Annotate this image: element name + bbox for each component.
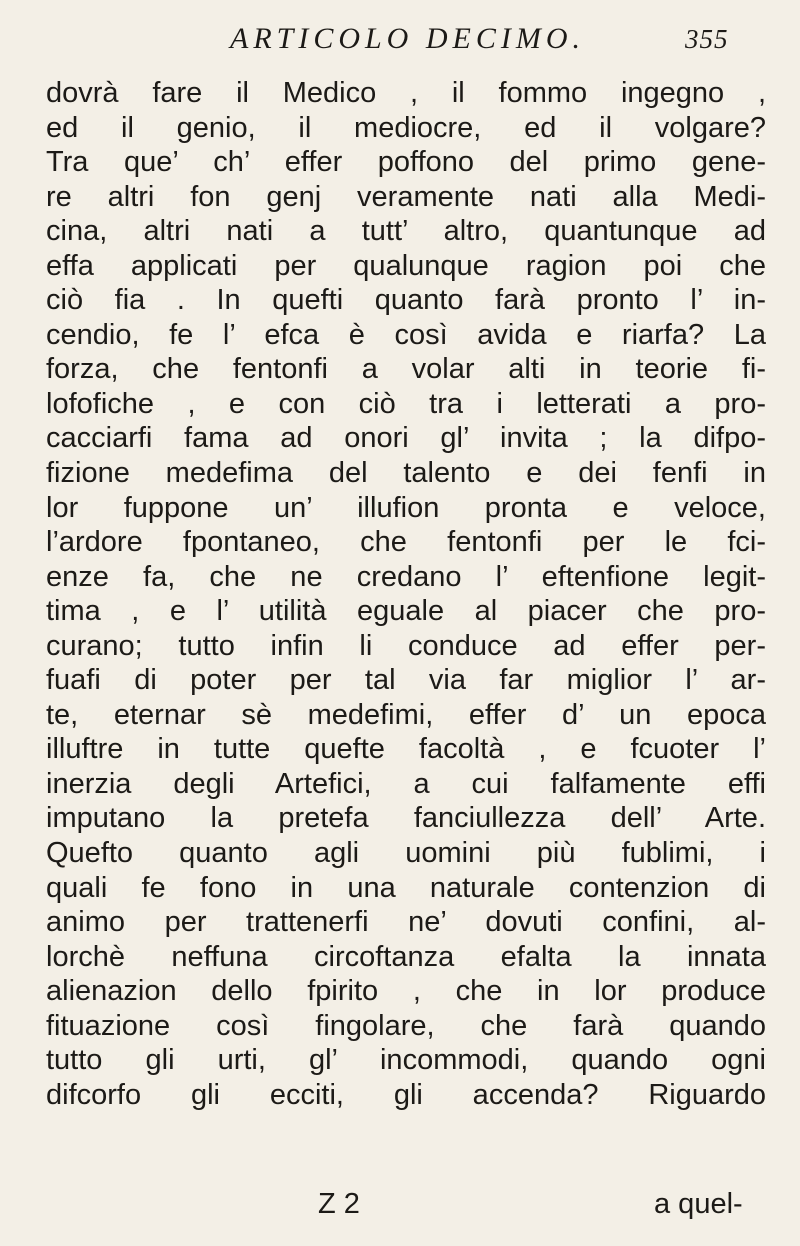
text-line: re altri fon genj veramente nati alla Medi- xyxy=(46,180,766,213)
text-line: tutto gli urti, gl’ incommodi, quando ogni xyxy=(46,1044,766,1077)
text-line: fuafi di poter per tal via far miglior l’ ar- xyxy=(46,664,766,697)
text-line: quali fe fono in una naturale contenzion di xyxy=(46,871,766,904)
text-line: ed il genio, il mediocre, ed il volgare? xyxy=(46,111,766,144)
body-text xyxy=(46,76,766,1112)
page-number: 355 xyxy=(685,24,729,54)
signature-mark: Z 2 xyxy=(318,1188,360,1220)
text-line: lor fuppone un’ illufion pronta e veloce, xyxy=(46,491,766,524)
running-title: ARTICOLO DECIMO. xyxy=(230,22,585,55)
text-line: Quefto quanto agli uomini più fublimi, i xyxy=(46,837,766,870)
text-line: cendio, fe l’ efca è così avida e riarfa? La xyxy=(46,318,766,351)
text-line: Tra que’ ch’ effer poffono del primo gene- xyxy=(46,146,766,179)
text-line: tima , e l’ utilità eguale al piacer che pro- xyxy=(46,595,766,628)
text-line: fizione medefima del talento e dei fenfi in xyxy=(46,457,766,490)
text-line: cacciarfi fama ad onori gl’ invita ; la difpo- xyxy=(46,422,766,455)
text-line: fituazione così fingolare, che farà quando xyxy=(46,1009,766,1042)
text-line: ciò fia . In quefti quanto farà pronto l’ in- xyxy=(46,284,766,317)
text-line: lofofiche , e con ciò tra i letterati a pro- xyxy=(46,387,766,420)
catchword: a quel- xyxy=(654,1188,743,1220)
page-header xyxy=(0,22,800,66)
text-line: difcorfo gli ecciti, gli accenda? Riguardo xyxy=(46,1078,766,1111)
text-line: enze fa, che ne credano l’ eftenfione legit- xyxy=(46,560,766,593)
text-line: imputano la pretefa fanciullezza dell’ Arte. xyxy=(46,802,766,835)
text-line: alienazion dello fpirito , che in lor produce xyxy=(46,975,766,1008)
text-line: animo per trattenerfi ne’ dovuti confini, al- xyxy=(46,906,766,939)
text-line: curano; tutto infin li conduce ad effer per- xyxy=(46,629,766,662)
text-line: te, eternar sè medefimi, effer d’ un epoca xyxy=(46,698,766,731)
text-line: cina, altri nati a tutt’ altro, quantunque ad xyxy=(46,215,766,248)
page-footer xyxy=(0,1188,800,1228)
text-line: forza, che fentonfi a volar alti in teorie fi- xyxy=(46,353,766,386)
text-line: l’ardore fpontaneo, che fentonfi per le fci- xyxy=(46,526,766,559)
text-line: lorchè neffuna circoftanza efalta la innata xyxy=(46,940,766,973)
text-line: effa applicati per qualunque ragion poi che xyxy=(46,249,766,282)
text-line: illuftre in tutte quefte facoltà , e fcuoter l’ xyxy=(46,733,766,766)
text-line: dovrà fare il Medico , il fommo ingegno , xyxy=(46,77,766,109)
text-line: inerzia degli Artefici, a cui falfamente effi xyxy=(46,767,766,800)
